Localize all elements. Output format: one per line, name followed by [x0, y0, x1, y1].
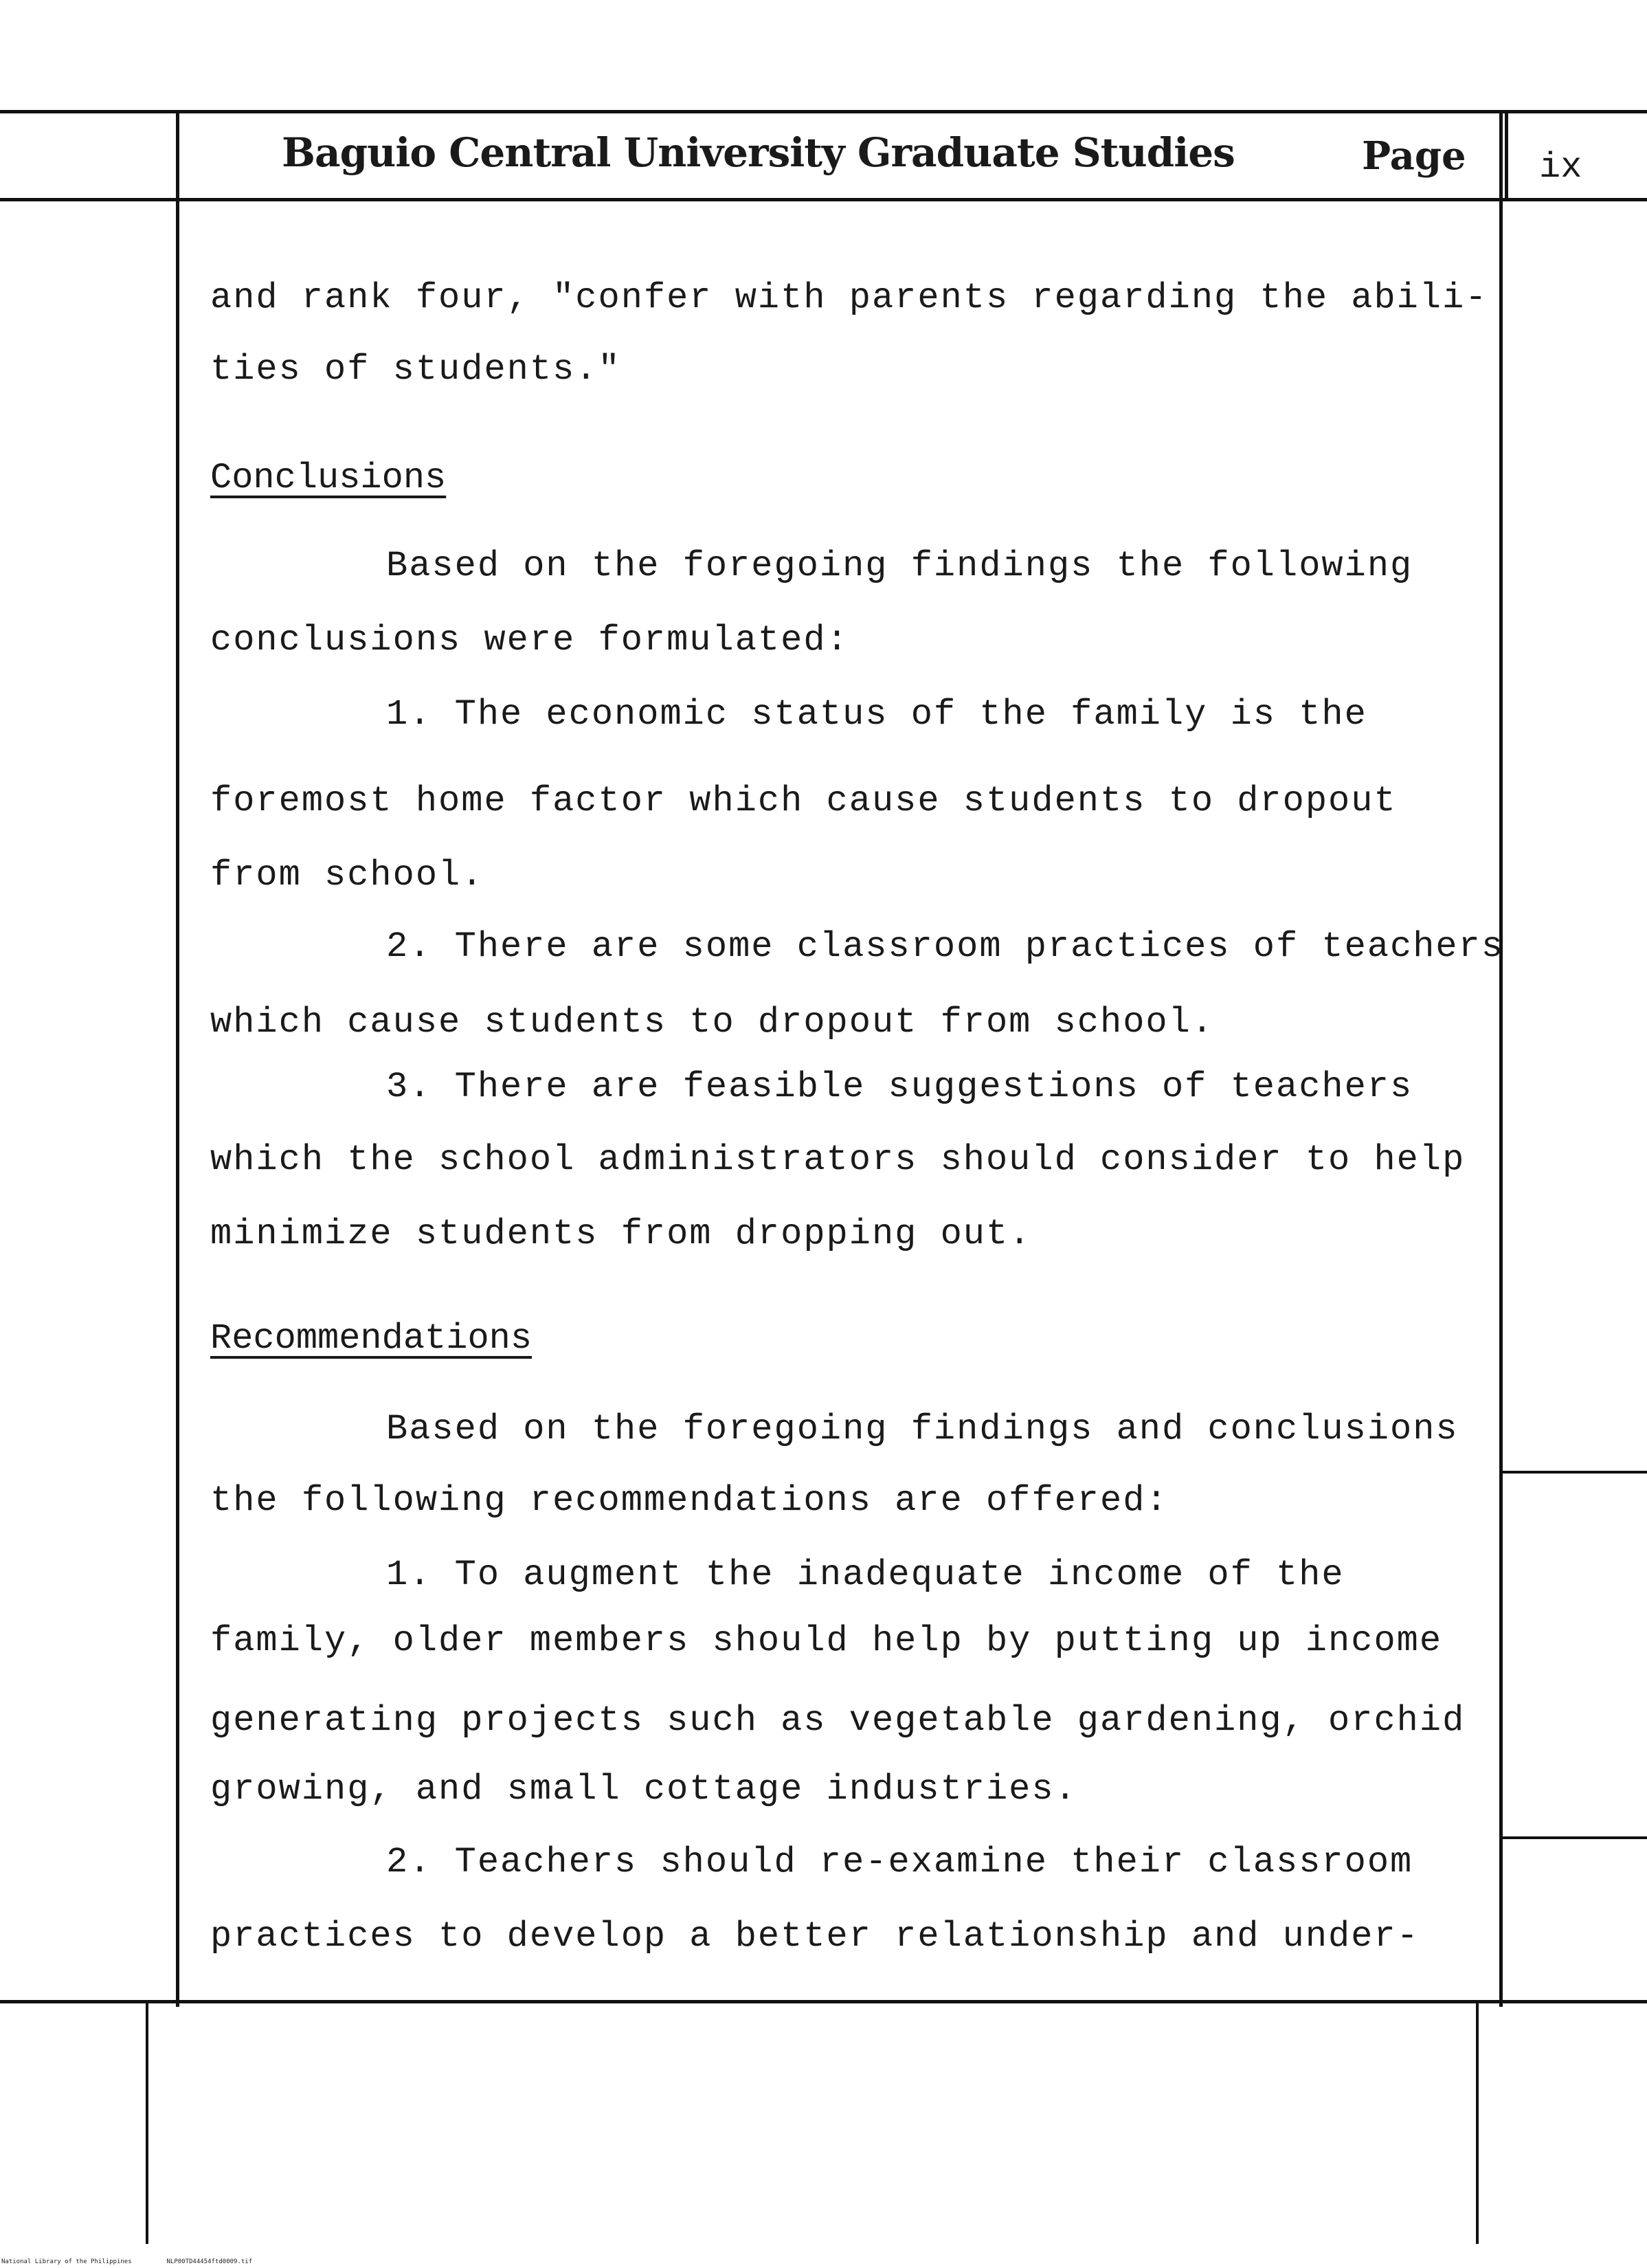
right-column-rule-1	[1503, 1471, 1647, 1474]
body-bottom-rule	[0, 2000, 1647, 2003]
body-line: 2. Teachers should re-examine their classroom	[386, 1842, 1413, 1882]
body-line: which the school administrators should consider to help	[210, 1139, 1466, 1180]
right-column-rule-2	[1503, 1836, 1647, 1839]
body-line: 2. There are some classroom practices of teachers	[386, 926, 1505, 967]
body-line: 1. To augment the inadequate income of the	[386, 1555, 1345, 1595]
body-line: foremost home factor which cause students to dropout	[210, 781, 1397, 821]
body-line: ties of students."	[210, 349, 621, 390]
body-line: family, older members should help by putting up income	[210, 1621, 1443, 1661]
body-line: generating projects such as vegetable gardening, orchid	[210, 1700, 1466, 1741]
left-margin-rule-lower	[146, 2003, 148, 2244]
footer-library: National Library of the Philippines	[1, 2258, 132, 2265]
body-line: growing, and small cottage industries.	[210, 1769, 1077, 1810]
header-page-label: Page	[1362, 133, 1466, 179]
top-rule	[0, 110, 1647, 113]
header-page-number: ix	[1539, 147, 1582, 188]
page-column-divider	[1505, 113, 1508, 199]
body-line: the following recommendations are offered:	[210, 1480, 1169, 1521]
body-line: which cause students to dropout from school.	[210, 1002, 1215, 1043]
right-margin-rule-lower	[1476, 2003, 1479, 2244]
scan-footer	[1, 2258, 252, 2265]
footer-file: NLP00TD44454ftd0009.tif	[166, 2258, 253, 2265]
body-line: from school.	[210, 855, 484, 896]
body-line: and rank four, "confer with parents regarding the abili-	[210, 278, 1488, 318]
body-line: Based on the foregoing findings and conclusions	[386, 1409, 1459, 1449]
body-line: practices to develop a better relationship and under-	[210, 1916, 1420, 1957]
body-line: 3. There are feasible suggestions of teachers	[386, 1067, 1413, 1107]
body-line: conclusions were formulated:	[210, 620, 849, 660]
header-title: Baguio Central University Graduate Studies	[282, 129, 1235, 176]
left-margin-rule	[176, 110, 179, 2007]
header-bottom-rule	[0, 198, 1647, 201]
body-line: Based on the foregoing findings the following	[386, 546, 1413, 586]
right-margin-rule	[1499, 110, 1503, 2007]
body-line: minimize students from dropping out.	[210, 1214, 1032, 1254]
body-line: 1. The economic status of the family is the	[386, 694, 1367, 735]
section-heading-conclusions: Conclusions	[210, 458, 447, 498]
section-heading-recommendations: Recommendations	[210, 1318, 533, 1359]
